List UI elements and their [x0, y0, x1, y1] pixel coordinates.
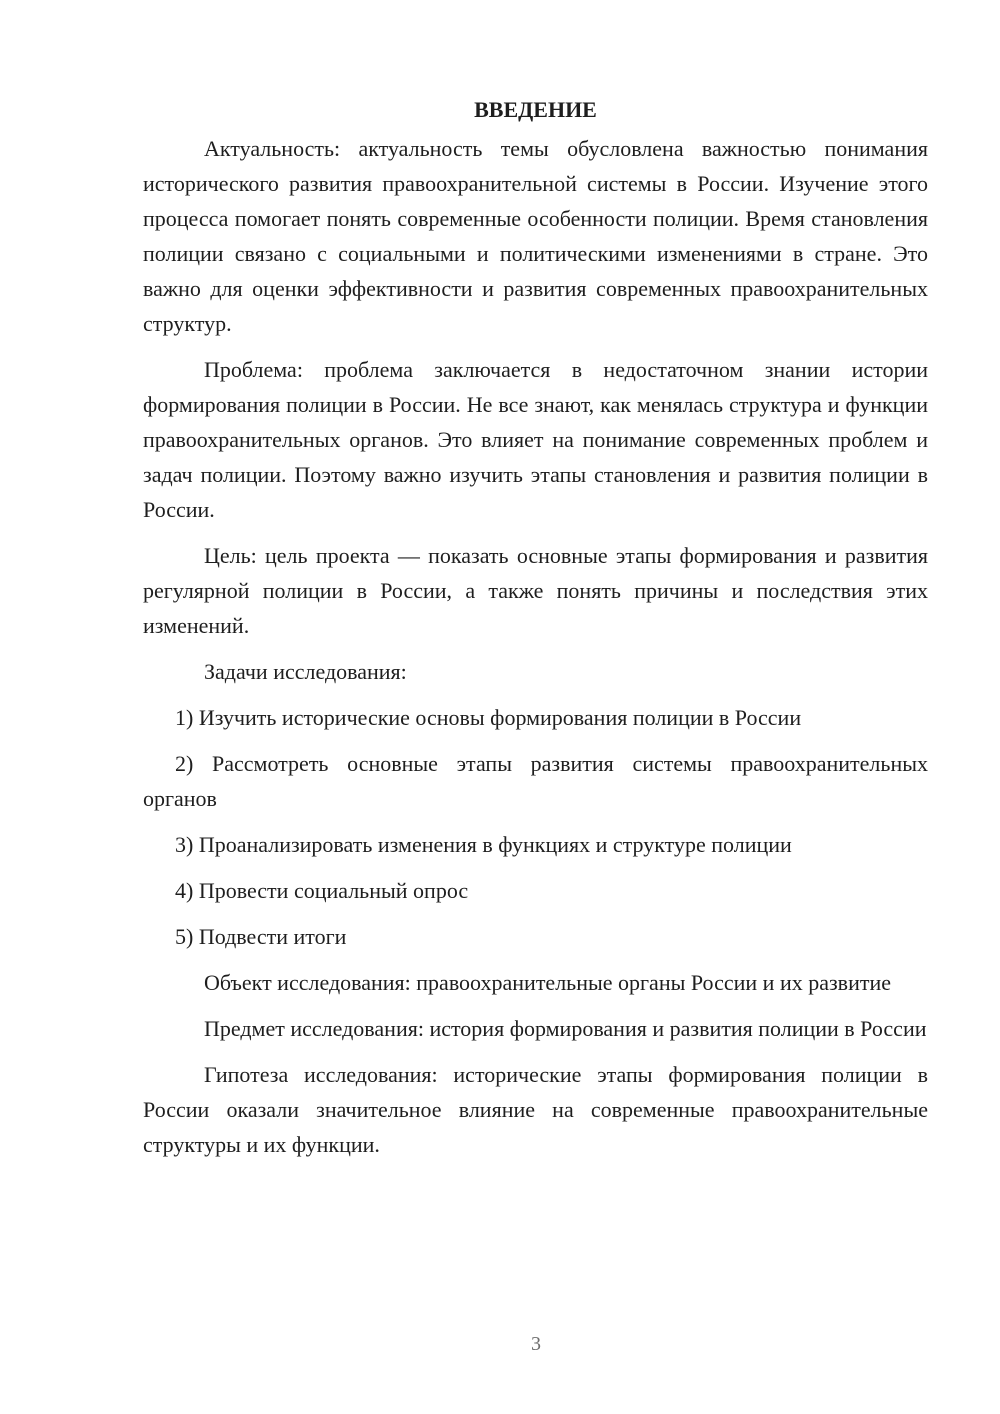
tasks-heading: Задачи исследования:	[204, 659, 407, 684]
task-item: 1) Изучить исторические основы формирования полиции в России	[175, 705, 802, 730]
document-page	[143, 92, 928, 1173]
task-item: 5) Подвести итоги	[175, 924, 347, 949]
object-paragraph: Объект исследования: правоохранительные органы России и их развитие	[204, 970, 891, 995]
section-title: ВВЕДЕНИЕ	[474, 97, 597, 122]
hypothesis-paragraph: Гипотеза исследования: исторические этапы формирования полиции в России оказали значительное влияние на современные правоохранительные структуры и их функции.	[143, 1062, 928, 1157]
page-number: 3	[531, 1333, 541, 1355]
task-item: 2) Рассмотреть основные этапы развития системы правоохранительных органов	[143, 751, 928, 811]
task-item: 4) Провести социальный опрос	[175, 878, 469, 903]
goal-paragraph: Цель: цель проекта — показать основные этапы формирования и развития регулярной полиции в России, а также понять причины и последствия этих изменений.	[143, 543, 928, 638]
subject-paragraph: Предмет исследования: история формирования и развития полиции в России	[204, 1016, 927, 1041]
relevance-paragraph: Актуальность: актуальность темы обусловлена важностью понимания исторического развития правоохранительной системы в России. Изучение этого процесса помогает понять современные особенности полиции. Время становления полиции связано с социальными и политическими изменениями в стране. Это важно для оценки эффективности и развития современных правоохранительных структур.	[143, 136, 928, 336]
problem-paragraph: Проблема: проблема заключается в недостаточном знании истории формирования полиции в России. Не все знают, как менялась структура и функции правоохранительных органов. Это влияет на понимание современных проблем и задач полиции. Поэтому важно изучить этапы становления и развития полиции в России.	[143, 357, 928, 522]
task-item: 3) Проанализировать изменения в функциях и структуре полиции	[175, 832, 792, 857]
